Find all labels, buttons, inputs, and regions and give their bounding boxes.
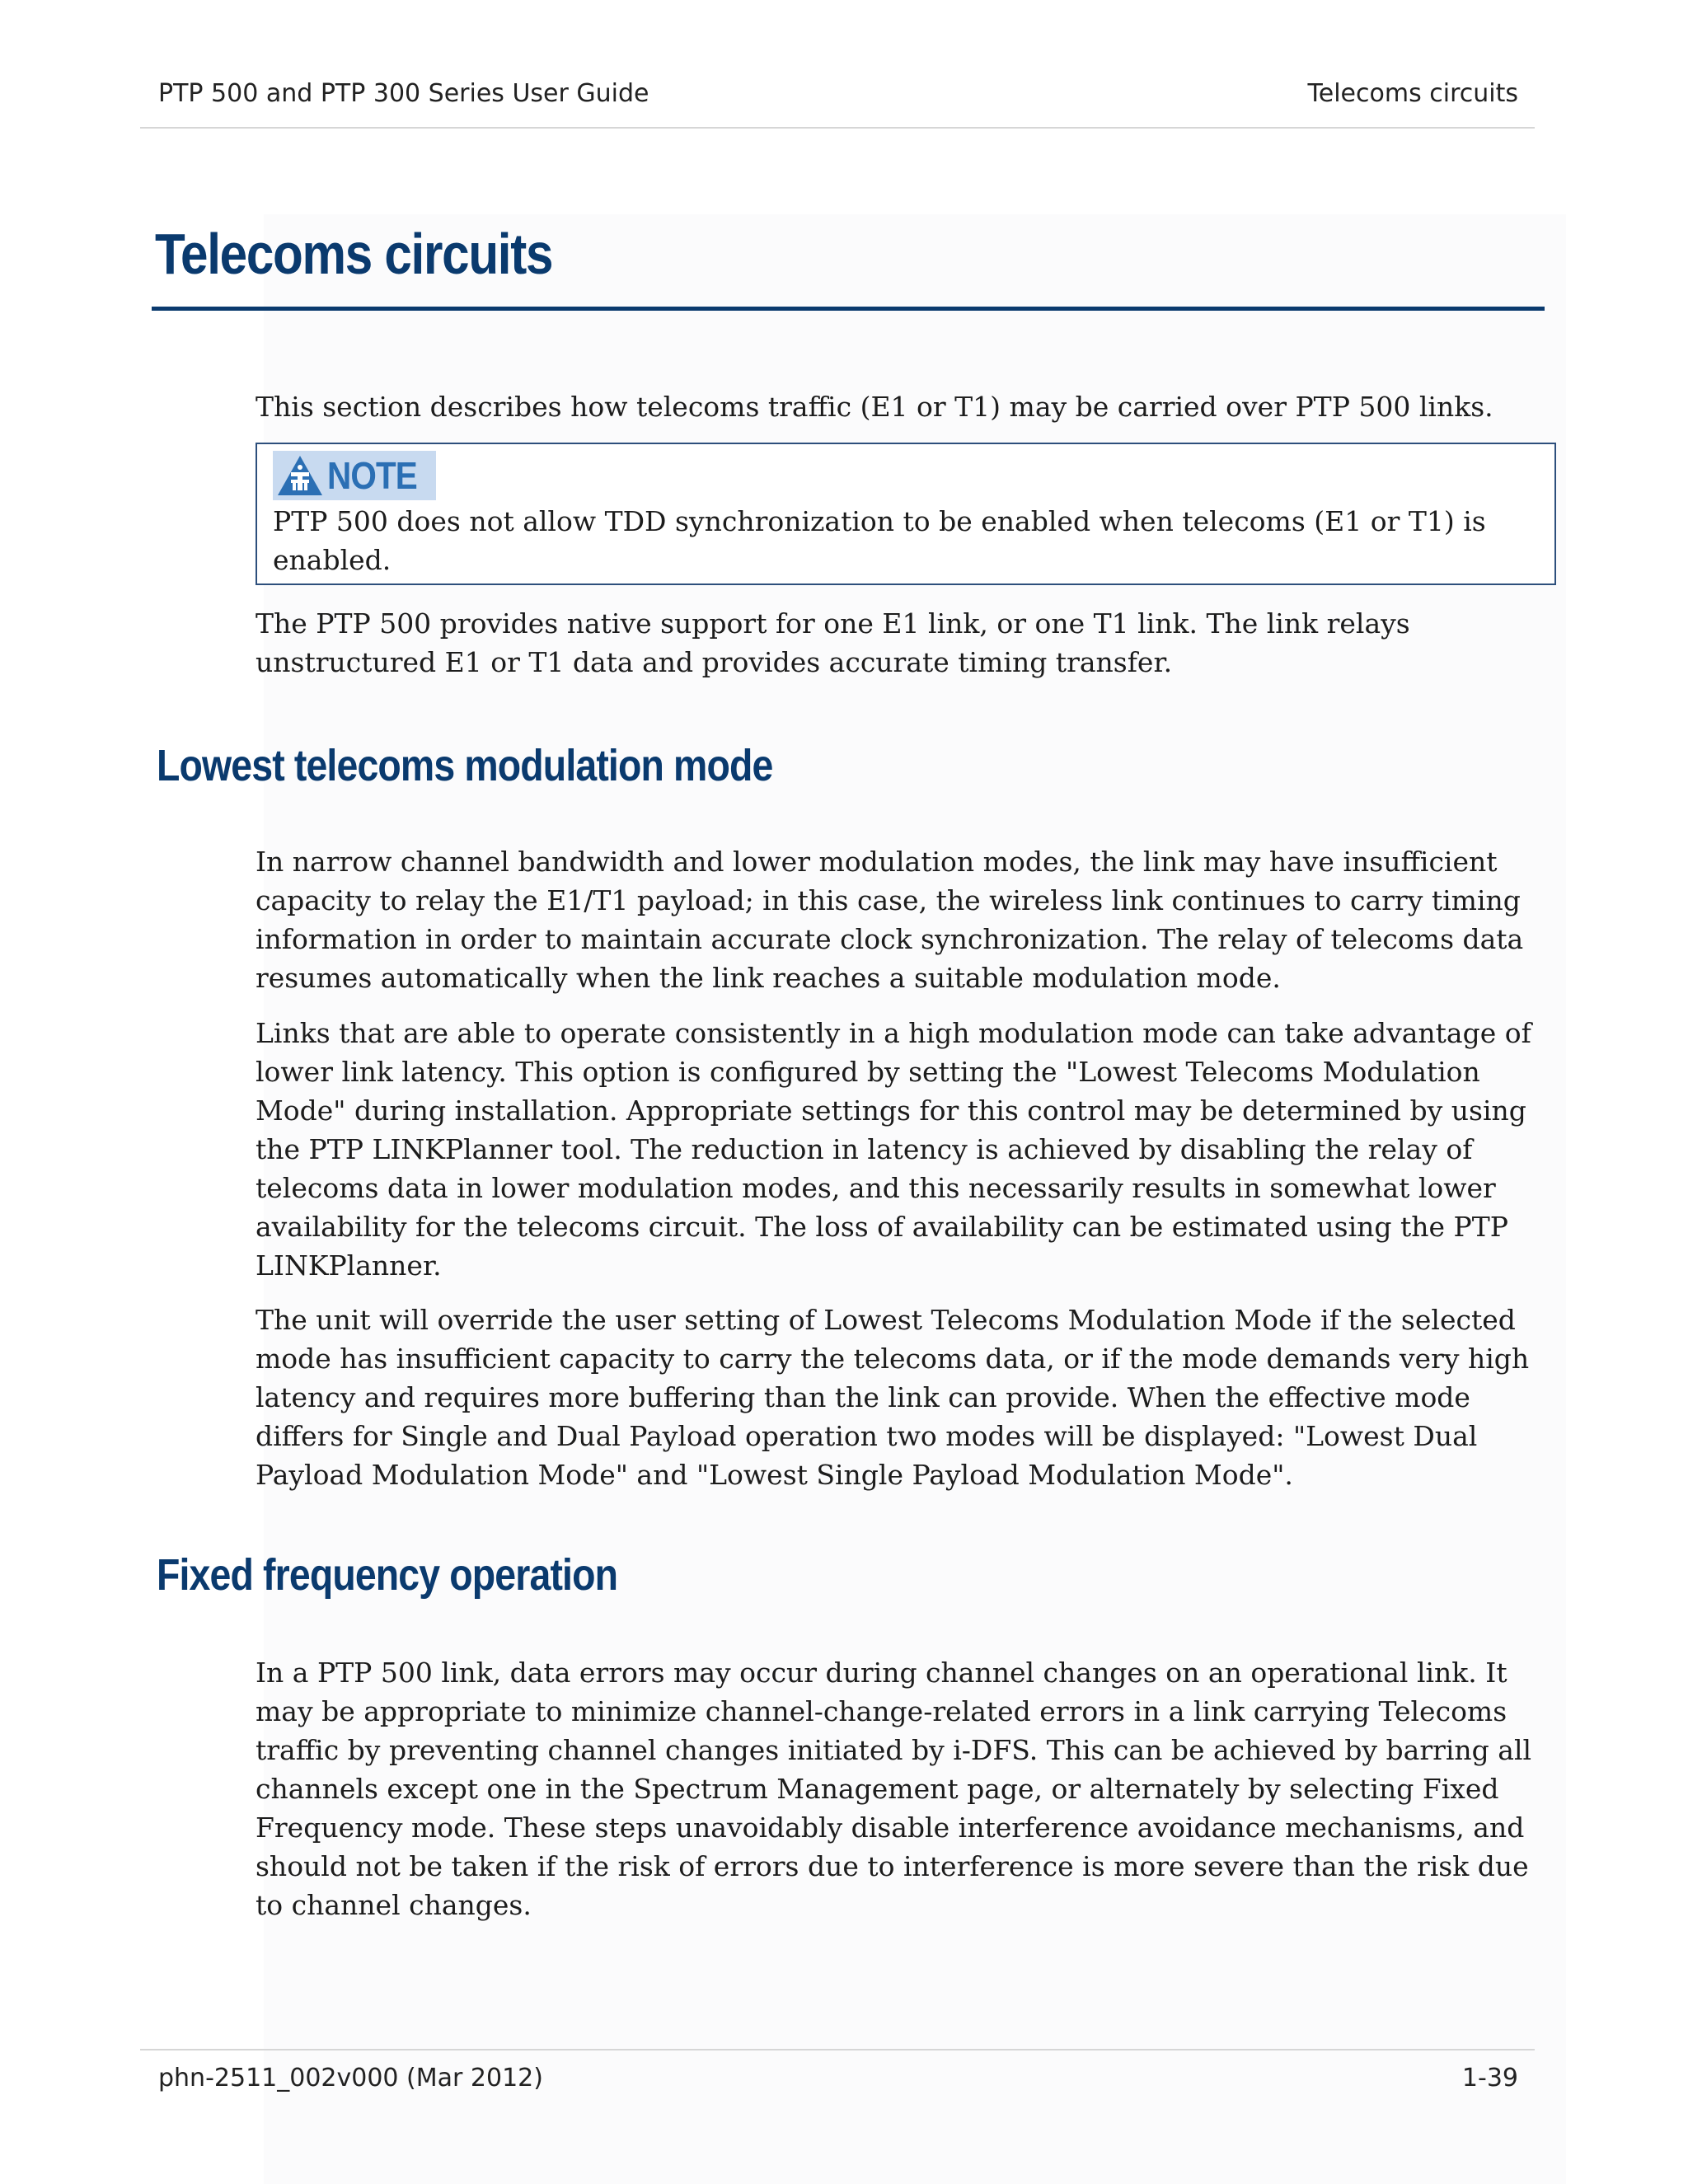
- note-badge: [273, 451, 436, 500]
- lowest-paragraph-3: The unit will override the user setting of Lowest Telecoms Modulation Mode if the selected mode has insufficient capacity to carry the telecoms data, or if the mode demands very high latency and requires more buffering than the link can provide. When the effective mode differs for Single and Dual Payload operation two modes will be displayed: "Lowest Dual Payload Modulation Mode" and "Lowest Single Payload Modulation Mode".: [256, 1304, 1530, 1491]
- fixed-paragraph-1: In a PTP 500 link, data errors may occur during channel changes on an operational link. It may be appropriate to minimize channel-change-related errors in a link carrying Telecoms traffic by preventing channel changes initiated by i-DFS. This can be achieved by barring all channels except one in the Spectrum Management page, or alternately by selecting Fixed Frequency mode. These steps unavoidably disable interference avoidance mechanisms, and should not be taken if the risk of errors due to interference is more severe than the risk due to channel changes.: [256, 1657, 1532, 1921]
- footer-page-number: 1-39: [1461, 2064, 1518, 2093]
- footer-doc-id: phn-2511_002v000 (Mar 2012): [158, 2064, 543, 2093]
- section-heading-lowest-modulation: Lowest telecoms modulation mode: [157, 741, 773, 790]
- page-footer: [140, 2049, 1535, 2093]
- page-title: Telecoms circuits: [155, 222, 553, 286]
- native-support-paragraph: The PTP 500 provides native support for one E1 link, or one T1 link. The link relays unstructured E1 or T1 data and provides accurate timing transfer.: [256, 607, 1410, 678]
- title-rule: [152, 307, 1545, 311]
- note-warning-icon: [276, 454, 324, 497]
- note-label: NOTE: [327, 454, 417, 497]
- lowest-paragraph-2: Links that are able to operate consistently in a high modulation mode can take advantage of lower link latency. This option is configured by setting the "Lowest Telecoms Modulation Mode" during installation. Appropriate settings for this control may be determined by using the PTP LINKPlanner tool. The reduction in latency is achieved by disabling the relay of telecoms data in lower modulation modes, and this necessarily results in somewhat lower availability for the telecoms circuit. The loss of availability can be estimated using the PTP LINKPlanner.: [256, 1017, 1531, 1282]
- header-section-title: Telecoms circuits: [1307, 79, 1518, 108]
- note-box: [256, 443, 1556, 585]
- intro-paragraph: This section describes how telecoms traffic (E1 or T1) may be carried over PTP 500 links.: [256, 391, 1493, 423]
- lowest-paragraph-1: In narrow channel bandwidth and lower modulation modes, the link may have insufficient capacity to relay the E1/T1 payload; in this case, the wireless link continues to carry timing information in order to maintain accurate clock synchronization. The relay of telecoms data resumes automatically when the link reaches a suitable modulation mode.: [256, 846, 1524, 994]
- note-text: PTP 500 does not allow TDD synchronization to be enabled when telecoms (E1 or T1) is enabled.: [273, 505, 1486, 576]
- page-header: [140, 79, 1535, 129]
- section-heading-fixed-frequency: Fixed frequency operation: [157, 1550, 618, 1600]
- header-doc-title: PTP 500 and PTP 300 Series User Guide: [158, 79, 649, 108]
